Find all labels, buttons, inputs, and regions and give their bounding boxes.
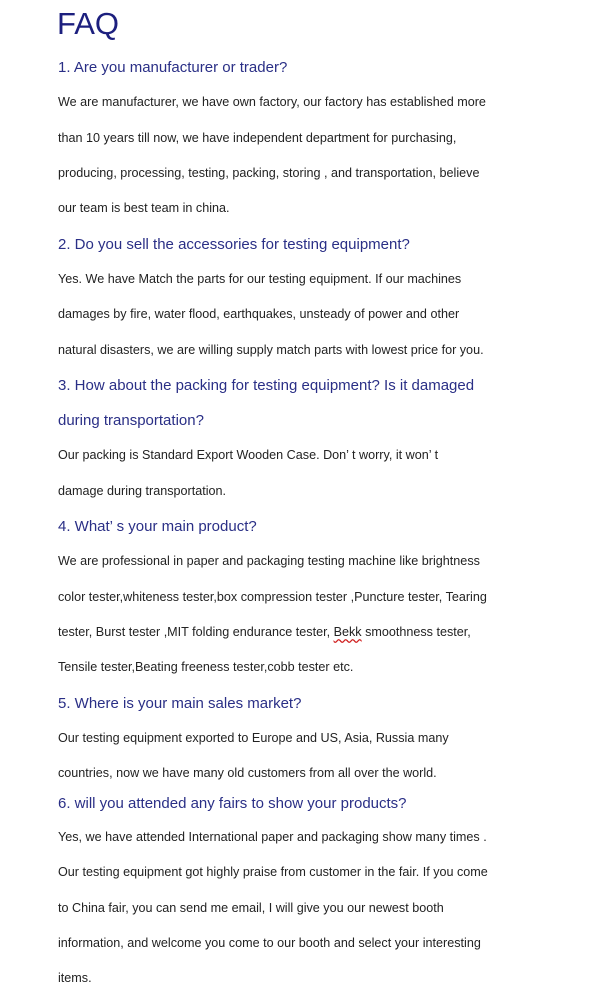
faq-question-6: 6. will you attended any fairs to show your products? <box>58 795 407 812</box>
faq-answer-5-line-2: countries, now we have many old customers from all over the world. <box>58 766 437 780</box>
faq-answer-6-line-2: Our testing equipment got highly praise from customer in the fair. If you come <box>58 865 488 879</box>
faq-answer-3-line-1: Our packing is Standard Export Wooden Case. Don’ t worry, it won’ t <box>58 448 439 462</box>
faq-question-5: 5. Where is your main sales market? <box>58 695 302 712</box>
faq-answer-6-line-4: information, and welcome you come to our booth and select your interesting <box>58 936 481 950</box>
faq-answer-2-line-2: damages by fire, water flood, earthquakes, unsteady of power and other <box>58 307 460 321</box>
faq-answer-1-line-4: our team is best team in china. <box>58 201 230 215</box>
faq-answer-4-line-2: color tester,whiteness tester,box compression tester ,Puncture tester, Tearing <box>58 590 487 604</box>
faq-answer-3-line-2: damage during transportation. <box>58 484 227 498</box>
faq-answer-1-line-1: We are manufacturer, we have own factory, our factory has established more <box>58 95 486 109</box>
spellcheck-word: Bekk <box>333 625 362 639</box>
faq-answer-6-line-3: to China fair, you can send me email, I will give you our newest booth <box>58 901 444 915</box>
faq-answer-4-line-3-tail: smoothness tester, <box>361 625 471 639</box>
faq-answer-1-line-3: producing, processing, testing, packing, storing , and transportation, believe <box>58 166 480 180</box>
faq-answer-4-line-4: Tensile tester,Beating freeness tester,cobb tester etc. <box>58 660 354 674</box>
page-title: FAQ <box>57 6 120 41</box>
faq-question-4: 4. What’ s your main product? <box>58 518 257 535</box>
faq-question-3-line-2: during transportation? <box>58 412 204 429</box>
faq-question-1: 1. Are you manufacturer or trader? <box>58 59 288 76</box>
faq-answer-5-line-1: Our testing equipment exported to Europe and US, Asia, Russia many <box>58 731 449 745</box>
faq-answer-4-line-3-text: tester, Burst tester ,MIT folding endurance tester, <box>58 625 334 639</box>
faq-answer-4-line-1: We are professional in paper and packaging testing machine like brightness <box>58 554 480 568</box>
faq-answer-6-line-1: Yes, we have attended International paper and packaging show many times . <box>58 830 487 844</box>
faq-answer-1-line-2: than 10 years till now, we have independent department for purchasing, <box>58 131 457 145</box>
faq-answer-2-line-1: Yes. We have Match the parts for our testing equipment. If our machines <box>58 272 462 286</box>
faq-answer-2-line-3: natural disasters, we are willing supply match parts with lowest price for you. <box>58 343 484 357</box>
faq-question-2: 2. Do you sell the accessories for testing equipment? <box>58 236 410 253</box>
faq-answer-6-line-5: items. <box>58 971 92 985</box>
faq-question-3-line-1: 3. How about the packing for testing equipment? Is it damaged <box>58 377 475 394</box>
faq-answer-4-line-3 <box>58 623 471 641</box>
